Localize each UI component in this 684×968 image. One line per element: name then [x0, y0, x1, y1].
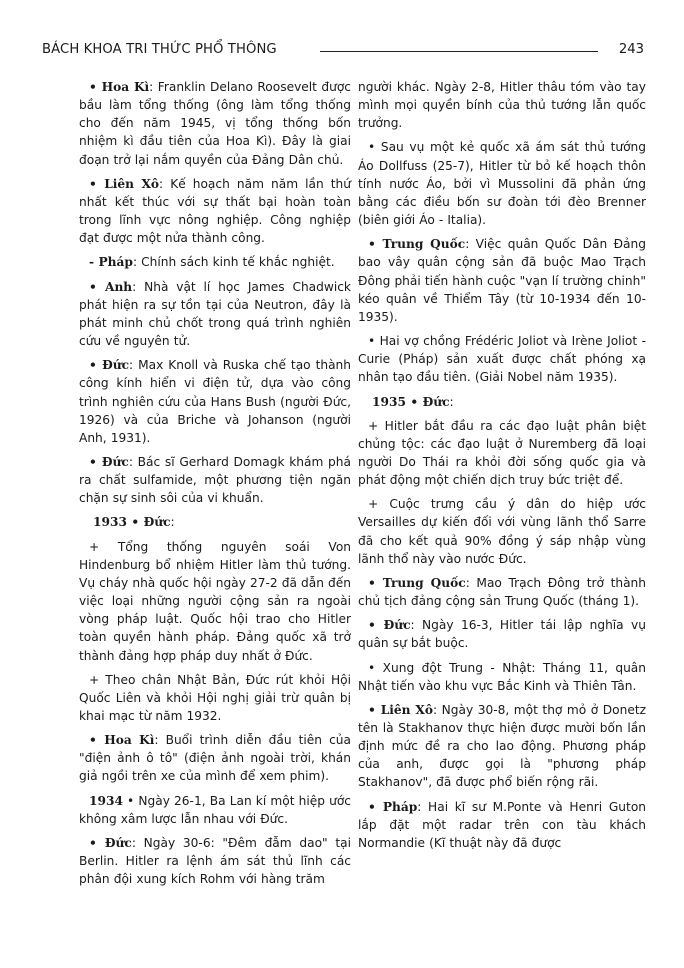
entry-text: + Hitler bắt đầu ra các đạo luật phân biệt chủng tộc: các đạo luật ở Nuremberg đã loại người Do Thái ra khỏi đời sống quốc gia và phát động một chiến dịch truy bức triệt để.: [358, 418, 646, 488]
paragraph: [79, 731, 351, 785]
entry-label: - Pháp: [89, 255, 133, 270]
entry-label: • Đức: [89, 835, 132, 850]
page-number: 243: [618, 42, 644, 57]
year-label: 1934: [89, 793, 123, 808]
year-label: 1935 • Đức: [372, 394, 450, 409]
paragraph: [358, 235, 646, 326]
entry-text: : Việc quân Quốc Dân Đảng bao vây quân cộng sản đã buộc Mao Trạch Đông phải tiến hành cuộc "vạn lí trường chinh" kéo quân về Thiểm Tây (từ 10-1934 đến 10-1935).: [358, 237, 646, 324]
entry-text: : Ngày 16-3, Hitler tái lập nghĩa vụ quân sự bắt buộc.: [358, 618, 646, 651]
paragraph: [79, 453, 351, 507]
entry-text: : Chính sách kinh tế khắc nghiệt.: [132, 255, 335, 270]
running-header: [42, 40, 644, 66]
entry-text: • Hai vợ chồng Frédéric Joliot và Irène Joliot - Curie (Pháp) sản xuất được chất phóng xạ nhân tạo đầu tiên. (Giải Nobel năm 1935).: [358, 334, 646, 385]
year-heading: [79, 513, 351, 531]
entry-label: • Hoa Kì: [89, 733, 155, 748]
entry-text: : Buổi trình diễn đầu tiên của "điện ảnh ô tô" (điện ảnh ngoài trời, khán giả ngồi trên xe của mình để xem phim).: [79, 733, 351, 784]
entry-label: • Pháp: [368, 799, 418, 814]
header-rule: [320, 51, 598, 52]
paragraph: [79, 278, 351, 351]
year-label: 1933 • Đức: [93, 515, 171, 530]
left-column: [79, 78, 351, 894]
paragraph: [79, 78, 351, 169]
book-title: BÁCH KHOA TRI THỨC PHỔ THÔNG: [42, 42, 277, 57]
paragraph: [358, 332, 646, 386]
paragraph: [358, 701, 646, 792]
paragraph: [79, 356, 351, 447]
paragraph: [358, 574, 646, 610]
entry-text: : Ngày 30-8, một thợ mỏ ở Donetz tên là Stakhanov thực hiện được mười bốn lần định mức đề ra cho lao động. Phương pháp của anh, được gọi là "phương pháp Stakhanov", đã được phổ biến rộng rãi.: [358, 702, 646, 790]
entry-label: • Hoa Kì: [89, 80, 150, 94]
entry-text: : Franklin Delano Roosevelt được bầu làm tổng thống (ông làm tổng thống cho đến năm 1945, vị tổng thống bốn nhiệm kì đầu tiên của Hoa Kì). Đây là giai đoạn trở lại nắm quyền của Đảng Dân chủ.: [79, 80, 351, 167]
paragraph: [358, 798, 646, 852]
entry-text: + Tổng thống nguyên soái Von Hindenburg bổ nhiệm Hitler làm thủ tướng. Vụ cháy nhà quốc hội ngày 27-2 đã dẫn đến việc loại những người cộng sản ra ngoài vòng pháp luật. Quốc hội trao cho Hitler toàn quyền hành pháp. Đảng quốc xã trở thành đảng hợp pháp duy nhất ở Đức.: [79, 539, 351, 663]
paragraph: [358, 138, 646, 229]
entry-text: + Theo chân Nhật Bản, Đức rút khỏi Hội Quốc Liên và khỏi Hội nghị giải trừ quân bị khai mạc từ năm 1932.: [79, 672, 351, 723]
paragraph: [358, 616, 646, 652]
entry-text: : Kế hoạch năm năm lần thứ nhất kết thúc với sự thất bại hoàn toàn trong lĩnh vực nông nghiệp. Công nghiệp đạt được một nửa thành công.: [79, 176, 351, 246]
entry-text: : Mao Trạch Đông trở thành chủ tịch đảng cộng sản Trung Quốc (tháng 1).: [358, 575, 646, 609]
entry-label: • Trung Quốc: [368, 237, 466, 252]
entry-text: • Xung đột Trung - Nhật: Tháng 11, quân Nhật tiến vào khu vực Bắc Kinh và Thiên Tân.: [358, 660, 646, 693]
entry-text: : Hai kĩ sư M.Ponte và Henri Guton lắp đặt một radar trên con tàu khách Normandie (Kĩ thuật này đã được: [358, 799, 646, 850]
entry-text: người khác. Ngày 2-8, Hitler thâu tóm vào tay mình mọi quyền bính của thủ tướng lẫn quốc trưởng.: [358, 80, 646, 131]
paragraph: [79, 253, 351, 271]
entry-label: • Đức: [89, 454, 129, 469]
entry-text: + Cuộc trưng cầu ý dân do hiệp ước Versailles dự kiến đối với vùng lãnh thổ Sarre đã cho kết quả 90% đồng ý sáp nhập vùng lãnh thổ này vào nước Đức.: [358, 497, 646, 566]
entry-text: : Bác sĩ Gerhard Domagk khám phá ra chất sulfamide, một phương tiện ngăn chặn sự sinh sôi của vi khuẩn.: [79, 454, 351, 506]
entry-text: • Ngày 26-1, Ba Lan kí một hiệp ước không xâm lược lẫn nhau với Đức.: [79, 793, 351, 826]
entry-text: :: [449, 394, 454, 409]
paragraph: [79, 175, 351, 248]
entry-label: • Liên Xô: [89, 176, 160, 191]
paragraph: [79, 538, 351, 665]
paragraph: [79, 671, 351, 725]
entry-text: : Nhà vật lí học James Chadwick phát hiện ra sự tồn tại của Neutron, đây là phát minh chủ chốt trong quá trình nghiên cứu về nguyên tử.: [79, 279, 351, 349]
entry-label: • Trung Quốc: [368, 575, 466, 590]
entry-label: • Liên Xô: [368, 702, 433, 717]
paragraph: [358, 417, 646, 490]
paragraph: [358, 659, 646, 695]
entry-label: • Đức: [368, 618, 411, 633]
paragraph: [358, 495, 646, 568]
year-heading: [358, 393, 646, 411]
entry-text: :: [170, 515, 175, 530]
right-column: [358, 78, 646, 858]
entry-text: • Sau vụ một kẻ quốc xã ám sát thủ tướng Áo Dollfuss (25-7), Hitler từ bỏ kế hoạch thôn tính nước Áo, bởi vì Mussolini đã phản ứng bằng các điều bốn sư đoàn tới đèo Brenner (biên giới Áo - Italia).: [358, 140, 646, 228]
entry-text: : Max Knoll và Ruska chế tạo thành công kính hiển vi điện tử, dựa vào công trình nghiên cứu của Hans Bush (người Đức, 1926) và của Briche và Johanson (người Anh, 1931).: [79, 358, 351, 445]
paragraph: [79, 834, 351, 888]
entry-text: : Ngày 30-6: "Đêm đẫm dao" tại Berlin. Hitler ra lệnh ám sát thủ lĩnh các phân đội xung kích Rohm với hàng trăm: [79, 835, 351, 887]
paragraph-continued: [358, 78, 646, 132]
paragraph: [79, 792, 351, 828]
entry-label: • Đức: [89, 358, 130, 373]
entry-label: • Anh: [89, 279, 133, 294]
